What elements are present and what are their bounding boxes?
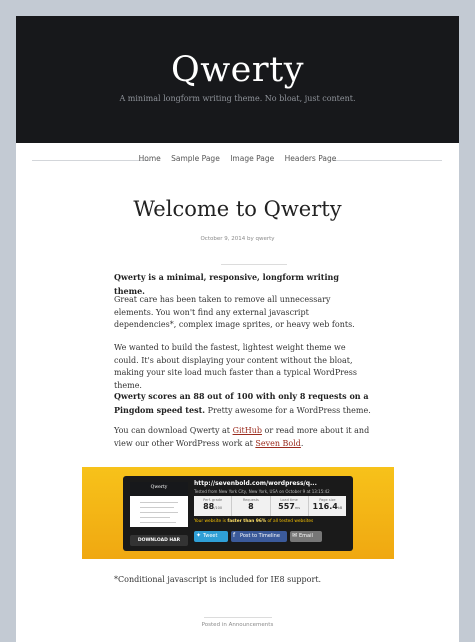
unit: kB [337,506,343,510]
tweet-label: Tweet [203,533,218,539]
thumbnail-title: Qwerty [150,485,168,490]
stat-value [271,502,308,513]
stat-perf-grade [194,496,232,516]
tested-url[interactable]: http://sevenbold.com/wordpress/q... [194,480,317,487]
footnote: *Conditional javascript is included for IE8 support. [114,575,322,584]
stat-label: Load time [280,498,298,502]
github-link[interactable]: GitHub [232,426,262,435]
paragraph-text: . [300,438,304,448]
unit: /100 [214,506,223,510]
faster-text: of all tested websites [266,519,314,524]
stat-value [232,502,269,512]
faster-text: Your website is [194,519,228,524]
tweet-button[interactable] [194,531,228,542]
meta-divider [221,264,287,265]
tested-from: Tested from New York City, New York, USA on October 9 at 13:15:42 [194,489,330,494]
intro-text: Qwerty is a minimal, responsive, longform writing theme. [114,272,339,296]
email-icon: ✉ [292,532,298,539]
value: 557 [278,502,295,511]
thumbnail-line [140,522,176,523]
post-to-timeline-button[interactable] [231,531,287,542]
post-paragraph-4 [114,390,372,417]
unit: ms [294,506,301,510]
nav-item-sample-page[interactable]: Sample Page [171,154,220,163]
thumbnail-header [130,482,188,496]
speed-test-panel [123,476,353,551]
thumbnail-line [140,512,178,513]
email-button[interactable] [290,531,322,542]
category-link[interactable]: Announcements [228,622,274,628]
post-author[interactable]: qwerty [255,236,275,242]
paragraph-text: Pretty awesome for a WordPress theme. [205,405,371,415]
download-har-button[interactable]: DOWNLOAD HAR [130,535,188,546]
faster-than-text [194,519,313,524]
paragraph-text: or read more about it and view our other WordPress work at [114,426,370,448]
thumbnail-line [140,517,170,518]
stat-label: Perf. grade [203,498,223,502]
site-title[interactable]: Qwerty [171,50,304,90]
paragraph-text: We wanted to build the fastest, lightest weight theme we could. It's about displaying your content without the bloat, making your site load much faster than a typical WordPress theme. [114,343,357,390]
post-paragraph-2 [114,294,372,332]
twitter-icon: ✦ [196,532,202,539]
page [16,16,459,642]
seven-bold-link[interactable]: Seven Bold [255,438,301,448]
post-paragraph-5 [114,425,372,450]
site-tagline: A minimal longform writing theme. No bloat, just content. [119,94,356,103]
post-by: by [246,236,254,242]
site-thumbnail [130,482,188,527]
stat-value [309,502,346,513]
thumbnail-line [140,507,174,508]
stat-load-time [271,496,309,516]
stats-bar [194,496,346,516]
email-label: Email [299,533,313,539]
post-paragraph-3 [114,342,372,392]
speed-test-image [82,467,394,559]
paragraph-text: Great care has been taken to remove all unnecessary elements. You won't find any external javascript dependencies*, complex image sprites, or heavy web fonts. [114,295,355,330]
stat-label: Requests [242,498,259,502]
value: 88 [203,502,215,511]
post-category [16,622,459,628]
value: 116.4 [312,502,338,511]
speed-score-text: Qwerty scores an 88 out of 100 with only 8 requests on a Pingdom speed test. [114,391,369,415]
faster-percent: faster than 96% [227,519,267,524]
site-header [16,16,459,143]
main-nav [16,154,459,163]
paragraph-text: You can download Qwerty at [114,426,233,435]
posted-in-label: Posted in [201,622,227,628]
post-meta [16,236,459,242]
footer-divider [204,617,272,618]
post-title[interactable]: Welcome to Qwerty [133,197,342,221]
value: 8 [248,502,254,511]
stat-page-size [309,496,346,516]
nav-item-image-page[interactable]: Image Page [230,154,275,163]
stat-value [194,502,231,513]
post-date[interactable]: October 9, 2014 [200,236,246,242]
nav-item-headers-page[interactable]: Headers Page [284,154,337,163]
timeline-label: Post to Timeline [240,533,280,539]
nav-item-home[interactable]: Home [138,154,161,163]
stat-label: Page size [319,498,336,502]
facebook-icon: f [233,532,236,539]
thumbnail-line [140,502,178,503]
stat-requests [232,496,270,516]
